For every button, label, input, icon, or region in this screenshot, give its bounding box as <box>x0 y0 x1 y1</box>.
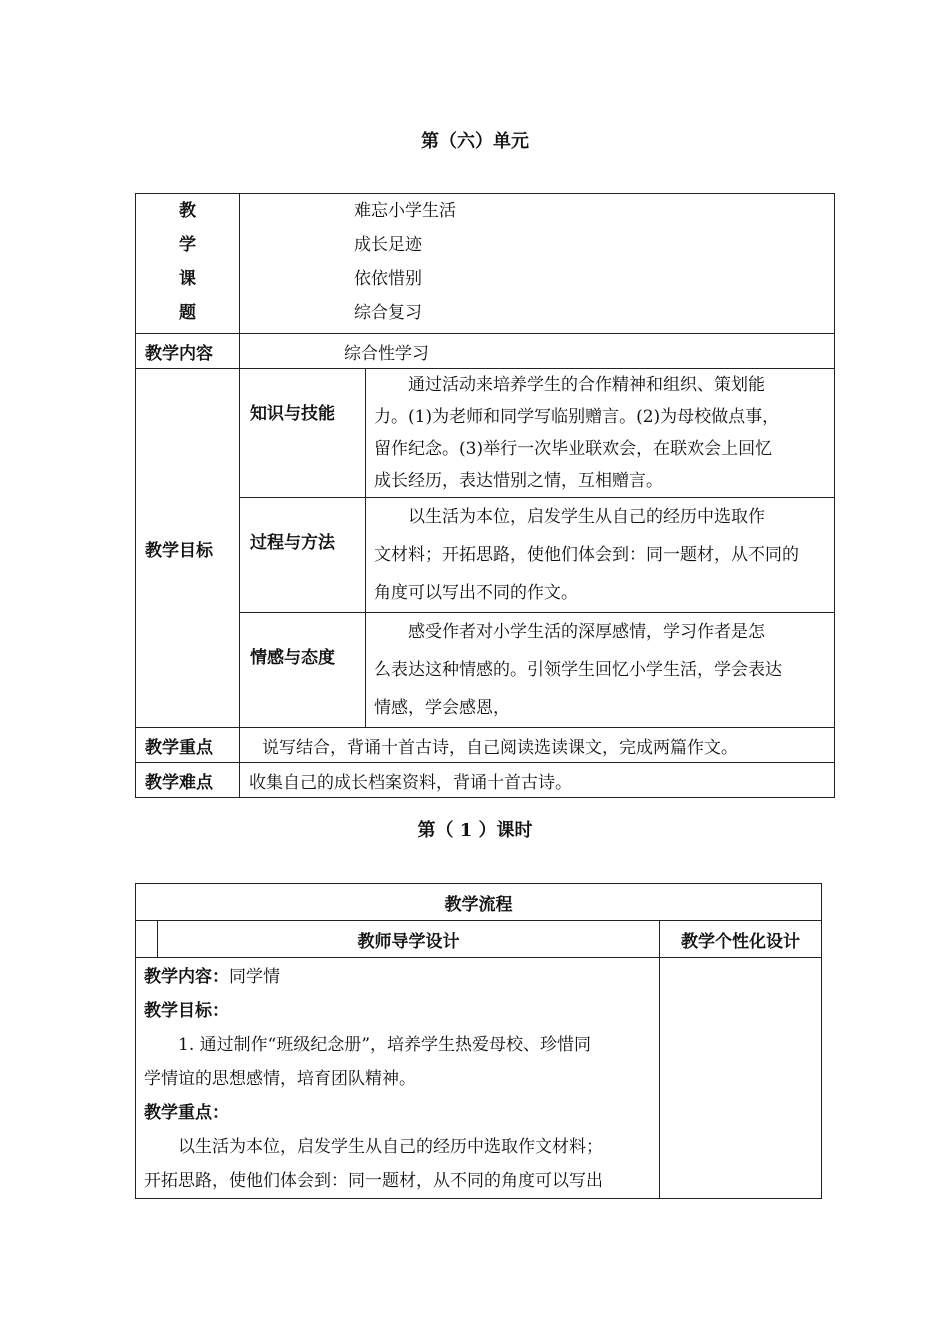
topic-label-char: 教 <box>179 201 196 221</box>
key-line: 开拓思路，使他们体会到：同一题材，从不同的角度可以写出 <box>144 1171 603 1191</box>
topic-item: 成长足迹 <box>354 235 422 255</box>
topic-label-char: 课 <box>179 269 196 289</box>
topic-label-char: 题 <box>179 303 196 323</box>
flow-header: 教学流程 <box>136 884 822 921</box>
goal-text: 以生活为本位，启发学生从自己的经历中选取作 文材料；开拓思路，使他们体会到：同一题材，从不同的 角度可以写出不同的作文。 <box>366 498 835 613</box>
teacher-header: 教师导学设计 <box>158 921 660 958</box>
key-line: 以生活为本位，启发学生从自己的经历中选取作文材料； <box>178 1137 603 1157</box>
goal-heading: 教学目标： <box>144 1001 229 1021</box>
blank-cell <box>136 921 158 958</box>
key-label: 教学重点 <box>136 728 240 763</box>
content-label: 教学内容 <box>136 334 240 369</box>
topic-list-cell <box>240 194 835 334</box>
goals-label: 教学目标 <box>136 369 240 728</box>
key-heading: 教学重点： <box>144 1103 229 1123</box>
teacher-design-content <box>136 958 660 1199</box>
key-value: 说写结合，背诵十首古诗，自己阅读选读课文，完成两篇作文。 <box>240 728 835 763</box>
teaching-flow-table <box>135 883 822 1199</box>
topic-item: 综合复习 <box>354 303 422 323</box>
content-value: 综合性学习 <box>240 334 835 369</box>
goal-type-label: 知识与技能 <box>240 369 366 498</box>
difficult-value: 收集自己的成长档案资料，背诵十首古诗。 <box>240 763 835 798</box>
goal-text: 感受作者对小学生活的深厚感情，学习作者是怎 么表达这种情感的。引领学生回忆小学生活，学会表达 情感，学会感恩， <box>366 613 835 728</box>
difficult-label: 教学难点 <box>136 763 240 798</box>
goal-text: 通过活动来培养学生的合作精神和组织、策划能 力。(1)为老师和同学写临别赠言。(2)为母校做点事， 留作纪念。(3)举行一次毕业联欢会，在联欢会上回忆 成长经历，表达惜别之情，互相赠言。 <box>366 369 835 498</box>
content-line: 教学内容：同学情 <box>144 967 280 987</box>
topic-item: 依依惜别 <box>354 269 422 289</box>
goal-type-label: 过程与方法 <box>240 498 366 613</box>
lesson-title: 第（ 1 ）课时 <box>417 820 533 841</box>
topic-item: 难忘小学生活 <box>354 201 456 221</box>
goal-type-label: 情感与态度 <box>240 613 366 728</box>
goal-line: 学情谊的思想感情，培育团队精神。 <box>144 1069 416 1089</box>
topic-label-cell <box>136 194 240 334</box>
personal-header: 教学个性化设计 <box>660 921 822 958</box>
personal-design-cell <box>660 958 822 1199</box>
unit-overview-table <box>135 193 835 798</box>
topic-label-char: 学 <box>179 235 196 255</box>
unit-title: 第（六）单元 <box>421 131 529 152</box>
goal-line: 1. 通过制作“班级纪念册”，培养学生热爱母校、珍惜同 <box>178 1035 592 1055</box>
